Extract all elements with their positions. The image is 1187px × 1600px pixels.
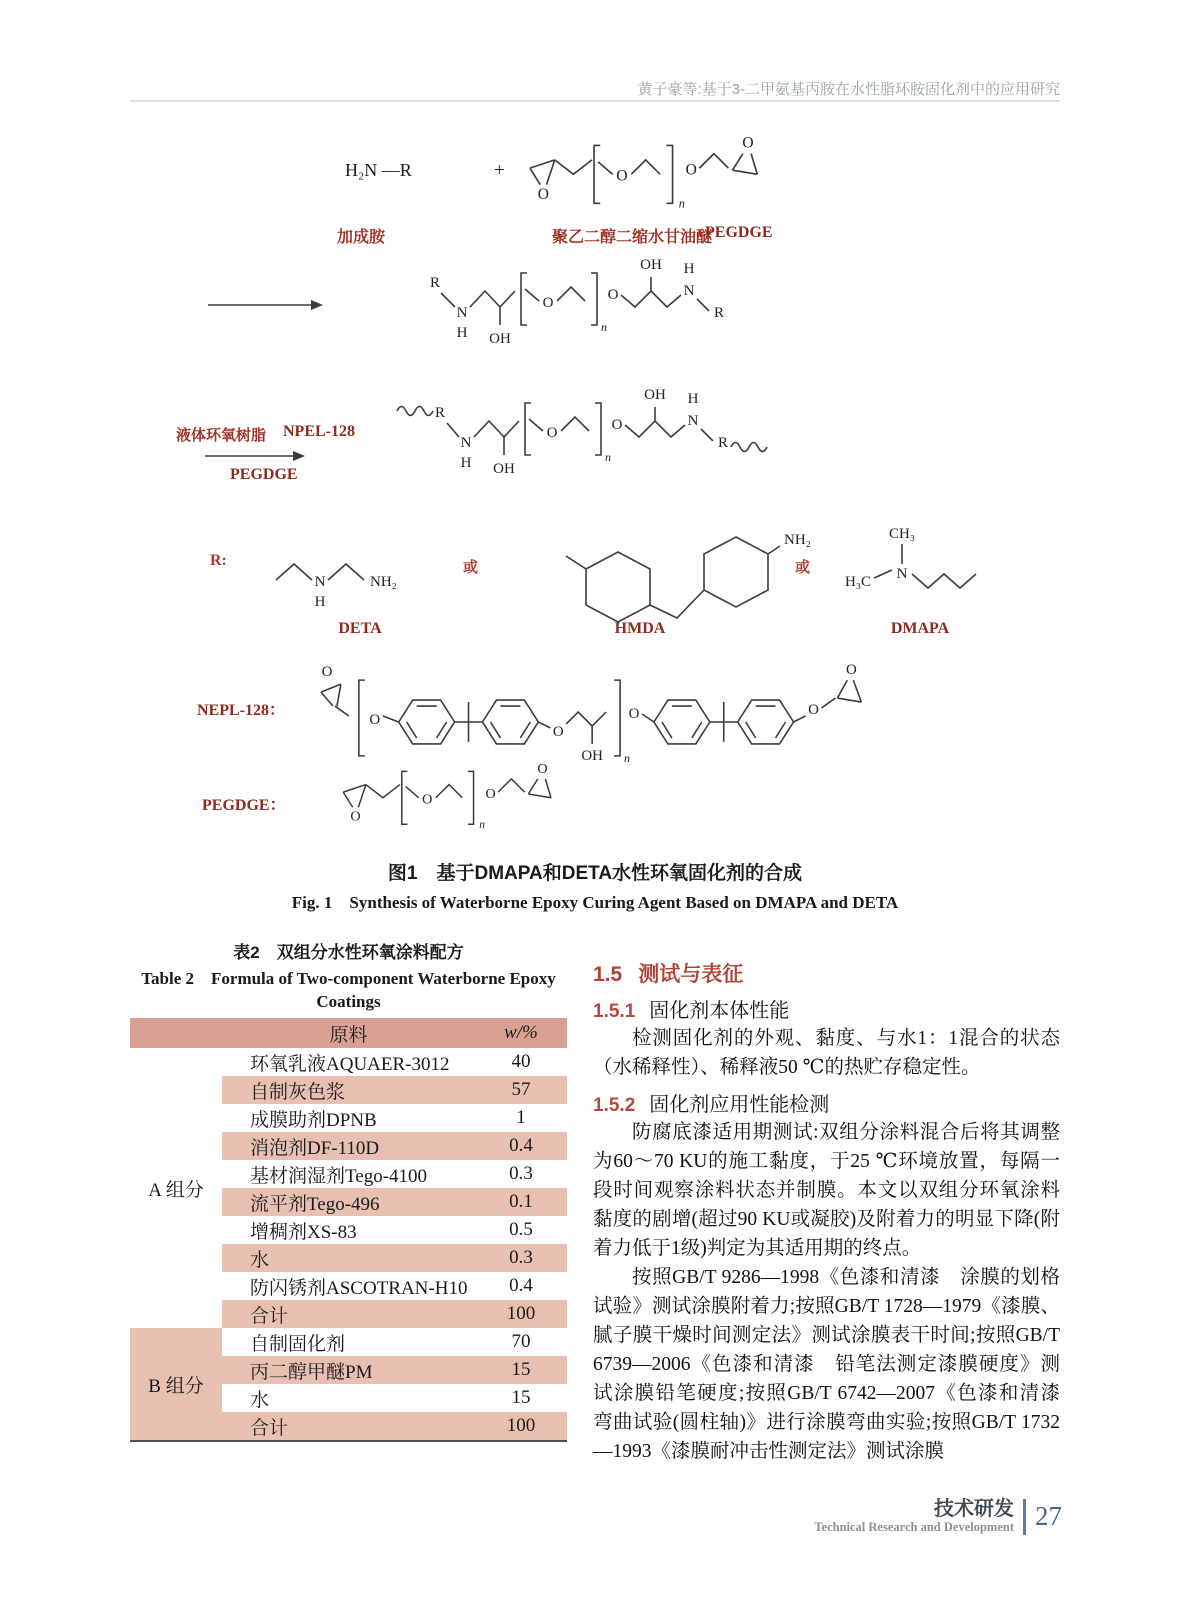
table-body bbox=[130, 1048, 567, 1440]
paragraph-2: 防腐底漆适用期测试:双组分涂料混合后将其调整为60～70 KU的施工黏度，于25 ℃环境放置，每隔一段时间观察涂料状态并制膜。本文以双组分环氧涂料黏度的剧增(超过90 KU或凝胶)及附着力的明显下降(附着力低于1级)判定为其适用期的终点。 bbox=[593, 1122, 1060, 1259]
material-name: 自制灰色浆 bbox=[250, 1081, 346, 1103]
material-value: 15 bbox=[511, 1359, 531, 1380]
oxygen-label: O bbox=[485, 785, 496, 802]
material-value: 100 bbox=[506, 1415, 536, 1436]
oxygen-label: O bbox=[537, 186, 550, 204]
oxygen-label: O bbox=[552, 723, 564, 740]
table2-title-en2: Coatings bbox=[316, 992, 381, 1011]
group-label-column bbox=[130, 1048, 222, 1440]
r-group: R bbox=[434, 405, 446, 421]
group-b-cell: B 组分 bbox=[130, 1328, 222, 1440]
methyl-label: CH₃ bbox=[888, 526, 916, 542]
material-name: 合计 bbox=[250, 1417, 289, 1439]
label-deta: DETA bbox=[338, 620, 382, 637]
label-pegdge-bottom: PEGDGE： bbox=[202, 797, 286, 814]
material-name: 自制固化剂 bbox=[250, 1333, 346, 1355]
material-value: 0.3 bbox=[509, 1163, 533, 1184]
oxygen-label: O bbox=[542, 295, 554, 311]
page-footer bbox=[700, 1498, 1062, 1535]
r-group: R bbox=[717, 435, 729, 451]
cured-adduct-structure bbox=[395, 385, 825, 490]
section-1-5-heading bbox=[593, 958, 1060, 988]
oxygen-label: O bbox=[537, 761, 548, 778]
label-hmda: HMDA bbox=[614, 620, 666, 637]
reaction-arrow-2 bbox=[205, 448, 305, 464]
table-row bbox=[222, 1188, 567, 1216]
bond-lines bbox=[441, 273, 709, 325]
r-group: R bbox=[713, 305, 725, 321]
table2-title-cn: 表2 双组分水性环氧涂料配方 bbox=[233, 943, 464, 962]
running-head: 黄子豪等:基于3-二甲氨基丙胺在水性脂环胺固化剂中的应用研究 bbox=[637, 81, 1060, 98]
bond-lines bbox=[566, 537, 780, 622]
label-nepl128: NEPL-128： bbox=[197, 702, 286, 719]
footer-section-cn: 技术研发 bbox=[934, 1498, 1014, 1520]
material-value: 0.4 bbox=[509, 1135, 533, 1156]
material-value: 0.4 bbox=[509, 1275, 533, 1296]
material-name: 水 bbox=[250, 1249, 270, 1271]
hydrogen-label: H bbox=[314, 594, 326, 610]
repeat-n: n bbox=[678, 196, 685, 211]
paragraph-1: 检测固化剂的外观、黏度、与水1：1混合的状态（水稀释性）、稀释液50 ℃的热贮存稳定性。 bbox=[593, 1028, 1060, 1078]
table2-title-en: Table 2 Formula of Two-component Waterborne Epoxy bbox=[141, 969, 556, 988]
data-rows bbox=[222, 1048, 567, 1440]
hydrogen-label: H bbox=[687, 391, 699, 407]
repeat-n: n bbox=[479, 819, 485, 831]
table-row bbox=[222, 1328, 567, 1356]
bond-lines bbox=[397, 403, 767, 455]
label-pegdge-en: PEGDGE bbox=[705, 224, 773, 241]
material-name: 流平剂Tego-496 bbox=[250, 1193, 380, 1215]
bond-lines bbox=[343, 771, 551, 824]
table-row bbox=[222, 1300, 567, 1328]
table-row bbox=[222, 1356, 567, 1384]
nitrogen-label: N bbox=[896, 566, 908, 582]
label-pegdge-cn: 聚乙二醇二缩水甘油醚 bbox=[552, 229, 713, 246]
hydroxyl-label: OH bbox=[489, 331, 511, 347]
repeat-n: n bbox=[624, 750, 631, 765]
or-label: 或 bbox=[463, 560, 479, 576]
material-name: 基材润湿剂Tego-4100 bbox=[250, 1165, 428, 1187]
material-value: 15 bbox=[511, 1387, 531, 1408]
material-name: 增稠剂XS-83 bbox=[250, 1221, 357, 1243]
figure1-caption-en: Fig. 1 Synthesis of Waterborne Epoxy Curing Agent Based on DMAPA and DETA bbox=[291, 893, 899, 912]
table-row bbox=[222, 1048, 567, 1076]
pegdge-structure-bottom bbox=[330, 760, 585, 845]
nitrogen-label: N bbox=[456, 305, 468, 321]
hydrogen-label: H bbox=[460, 455, 472, 471]
oxygen-label: O bbox=[607, 287, 619, 303]
group-a-cell: A 组分 bbox=[130, 1048, 222, 1328]
table-row bbox=[222, 1104, 567, 1132]
or-label: 或 bbox=[795, 560, 811, 576]
oxygen-label: O bbox=[546, 425, 558, 441]
dmapa-structure bbox=[838, 522, 1028, 617]
formula-table bbox=[130, 1018, 567, 1442]
section-title: 测试与表征 bbox=[638, 963, 744, 986]
bond-lines bbox=[874, 544, 976, 588]
table-row bbox=[222, 1132, 567, 1160]
hydroxyl-label: OH bbox=[581, 747, 603, 764]
paragraph-3: 按照GB/T 9286—1998《色漆和清漆 涂膜的划格试验》测试涂膜附着力;按照GB/T 1728—1979《漆膜、腻子膜干燥时间测定法》测试涂膜表干时间;按照GB/T 6739—2006《色漆和清漆 铅笔法测定漆膜硬度》测试涂膜铅笔硬度;按照GB/T 6742—2007《色漆和清漆 弯曲试验(圆柱轴)》进行涂膜弯曲实验;按照GB/T 1732—1993《漆膜耐冲击性测定法》测试涂膜 bbox=[593, 1267, 1080, 1462]
material-name: 丙二醇甲醚PM bbox=[250, 1361, 373, 1383]
label-liquid-epoxy: 液体环氧树脂 bbox=[176, 428, 267, 444]
oxygen-label: O bbox=[611, 417, 623, 433]
material-value: 100 bbox=[506, 1303, 536, 1324]
table-row bbox=[222, 1384, 567, 1412]
nitrogen-label: N bbox=[683, 283, 695, 299]
repeat-n: n bbox=[605, 450, 611, 464]
hydrogen-label: H bbox=[683, 261, 695, 277]
material-value: 40 bbox=[511, 1051, 531, 1072]
table-row bbox=[222, 1160, 567, 1188]
footer-section-en: Technical Research and Development bbox=[814, 1520, 1014, 1534]
hydroxyl-label: OH bbox=[644, 387, 666, 403]
adduct-structure bbox=[425, 255, 805, 360]
page-number: 27 bbox=[1035, 1501, 1062, 1531]
deta-structure bbox=[272, 540, 472, 615]
material-value: 0.5 bbox=[509, 1219, 533, 1240]
label-pegdge-below-arrow: PEGDGE bbox=[230, 466, 298, 483]
column-header-material: 原料 bbox=[329, 1024, 368, 1046]
amine-label: NH₂ bbox=[370, 574, 397, 590]
material-name: 水 bbox=[250, 1389, 270, 1411]
section-number: 1.5.1 bbox=[593, 1001, 636, 1022]
bond-lines bbox=[530, 145, 757, 203]
material-name: 消泡剂DF-110D bbox=[250, 1137, 380, 1159]
r-group: R bbox=[429, 275, 441, 291]
pegdge-structure-step1 bbox=[515, 133, 795, 226]
hydrogen-label: H bbox=[456, 325, 468, 341]
table-row bbox=[222, 1272, 567, 1300]
material-value: 70 bbox=[511, 1331, 531, 1352]
amine-formula: H₂N —R bbox=[345, 160, 412, 180]
material-value: 1 bbox=[516, 1107, 526, 1128]
column-header-fraction: w/% bbox=[504, 1022, 538, 1043]
methyl-label: H₃C bbox=[844, 574, 872, 590]
nitrogen-label: N bbox=[314, 574, 326, 590]
section-number: 1.5 bbox=[593, 963, 623, 986]
table-header-row bbox=[130, 1018, 567, 1048]
oxygen-label: O bbox=[685, 161, 697, 179]
oxygen-label: O bbox=[350, 808, 361, 825]
table-row bbox=[222, 1244, 567, 1272]
reaction-arrow-1 bbox=[208, 297, 323, 313]
oxygen-label: O bbox=[422, 791, 433, 808]
section-number: 1.5.2 bbox=[593, 1095, 636, 1116]
table-row bbox=[222, 1412, 567, 1440]
nitrogen-label: N bbox=[460, 435, 472, 451]
figure1-caption-cn: 图1 基于DMAPA和DETA水性环氧固化剂的合成 bbox=[387, 863, 803, 884]
section-1-5-1-heading bbox=[593, 994, 1060, 1023]
section-title: 固化剂本体性能 bbox=[649, 1000, 790, 1022]
r-colon-label: R: bbox=[210, 552, 227, 569]
repeat-n: n bbox=[601, 320, 607, 334]
label-npel128: NPEL-128 bbox=[283, 423, 355, 440]
nitrogen-label: N bbox=[687, 413, 699, 429]
section-1-5-2-heading bbox=[593, 1088, 1060, 1117]
material-name: 防闪锈剂ASCOTRAN-H10 bbox=[250, 1277, 468, 1299]
hydroxyl-label: OH bbox=[493, 461, 515, 477]
material-value: 0.1 bbox=[509, 1191, 533, 1212]
plus-sign: + bbox=[494, 160, 505, 181]
oxygen-label: O bbox=[808, 702, 819, 719]
material-value: 0.3 bbox=[509, 1247, 533, 1268]
label-addition-amine: 加成胺 bbox=[337, 229, 386, 246]
footer-section-name bbox=[814, 1498, 1014, 1535]
material-name: 合计 bbox=[250, 1305, 289, 1327]
oxygen-label: O bbox=[369, 711, 381, 728]
oxygen-label: O bbox=[321, 664, 333, 681]
footer-divider-bar bbox=[1023, 1499, 1026, 1535]
hydroxyl-label: OH bbox=[640, 257, 662, 273]
section-title: 固化剂应用性能检测 bbox=[649, 1094, 830, 1116]
bond-lines bbox=[321, 680, 861, 756]
table-row bbox=[222, 1076, 567, 1104]
oxygen-label: O bbox=[616, 167, 628, 185]
material-name: 成膜助剂DPNB bbox=[250, 1109, 377, 1131]
label-dmapa: DMAPA bbox=[890, 620, 950, 637]
table-row bbox=[222, 1216, 567, 1244]
oxygen-label: O bbox=[628, 706, 640, 723]
amine-label: NH₂ bbox=[784, 532, 811, 548]
header-rule bbox=[130, 100, 1060, 102]
material-value: 57 bbox=[511, 1079, 531, 1100]
oxygen-label: O bbox=[742, 134, 754, 152]
material-name: 环氧乳液AQUAER-3012 bbox=[250, 1053, 450, 1075]
oxygen-label: O bbox=[845, 662, 857, 679]
